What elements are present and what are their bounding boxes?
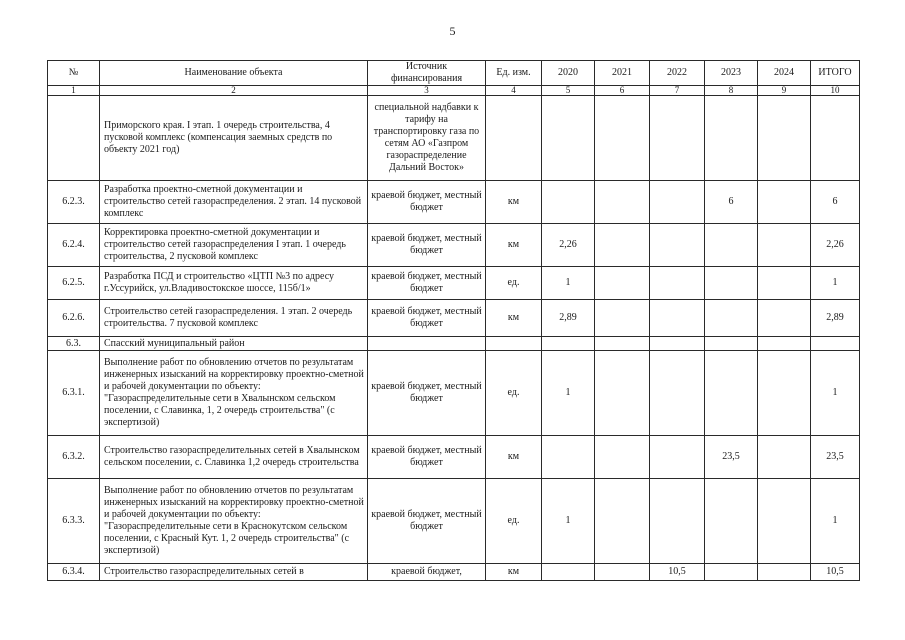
header-row (48, 61, 860, 86)
year-2024-cell (758, 479, 811, 564)
object-name-cell: Выполнение работ по обновлению отчетов по результатам инженерных изысканий на корректировку проектно-сметной и рабочей документации по объекту: "Газораспределительные сети в Хвалынском сельском поселении, с Славинка, 1, 2 очередь строительства" (с экспертизой) (100, 351, 368, 436)
header-cell: 2024 (758, 61, 811, 86)
column-index-cell: 9 (758, 86, 811, 96)
year-2024-cell (758, 181, 811, 224)
year-2021-cell (595, 300, 650, 337)
table-row (48, 181, 860, 224)
year-2020-cell (542, 181, 595, 224)
table-row (48, 564, 860, 581)
header-cell: № (48, 61, 100, 86)
header-cell: Наименование объекта (100, 61, 368, 86)
year-2022-cell (650, 479, 705, 564)
year-2022-cell: 10,5 (650, 564, 705, 581)
year-2024-cell (758, 267, 811, 300)
header-cell: Ед. изм. (486, 61, 542, 86)
header-cell: Источник финансирования (368, 61, 486, 86)
row-number-cell: 6.2.3. (48, 181, 100, 224)
object-name-cell: Спасский муниципальный район (100, 337, 368, 351)
year-2021-cell (595, 267, 650, 300)
object-name-cell: Разработка ПСД и строительство «ЦТП №3 по адресу г.Уссурийск, ул.Владивостокское шоссе, 115б/1» (100, 267, 368, 300)
year-2020-cell: 2,26 (542, 224, 595, 267)
funding-source-cell: краевой бюджет, местный бюджет (368, 351, 486, 436)
row-number-cell: 6.2.4. (48, 224, 100, 267)
unit-cell: км (486, 436, 542, 479)
row-number-cell: 6.2.6. (48, 300, 100, 337)
year-2021-cell (595, 564, 650, 581)
year-2020-cell (542, 564, 595, 581)
year-2024-cell (758, 351, 811, 436)
page-number: 5 (449, 24, 456, 38)
year-2023-cell (705, 96, 758, 181)
year-2024-cell (758, 96, 811, 181)
year-2022-cell (650, 436, 705, 479)
table-row (48, 267, 860, 300)
year-2020-cell: 1 (542, 351, 595, 436)
row-number-cell: 6.3.1. (48, 351, 100, 436)
year-2024-cell (758, 436, 811, 479)
object-name-cell: Разработка проектно-сметной документации и строительство сетей газораспределения. 2 этап. 14 пусковой комплекс (100, 181, 368, 224)
column-index-cell: 5 (542, 86, 595, 96)
year-2021-cell (595, 436, 650, 479)
total-cell: 10,5 (811, 564, 860, 581)
year-2022-cell (650, 96, 705, 181)
year-2024-cell (758, 337, 811, 351)
year-2022-cell (650, 181, 705, 224)
year-2023-cell (705, 224, 758, 267)
year-2024-cell (758, 224, 811, 267)
funding-source-cell: краевой бюджет, местный бюджет (368, 181, 486, 224)
unit-cell: км (486, 181, 542, 224)
funding-source-cell: краевой бюджет, местный бюджет (368, 436, 486, 479)
row-number-cell (48, 96, 100, 181)
year-2021-cell (595, 479, 650, 564)
year-2024-cell (758, 300, 811, 337)
year-2021-cell (595, 337, 650, 351)
object-name-cell: Приморского края. I этап. 1 очередь строительства, 4 пусковой комплекс (компенсация заемных средств по объекту 2021 год) (100, 96, 368, 181)
unit-cell: ед. (486, 479, 542, 564)
unit-cell (486, 337, 542, 351)
year-2020-cell (542, 436, 595, 479)
unit-cell (486, 96, 542, 181)
total-cell: 1 (811, 479, 860, 564)
row-number-cell: 6.3.4. (48, 564, 100, 581)
table-row (48, 224, 860, 267)
row-number-cell: 6.3.3. (48, 479, 100, 564)
table-row (48, 337, 860, 351)
row-number-cell: 6.3. (48, 337, 100, 351)
year-2020-cell: 1 (542, 479, 595, 564)
funding-source-cell: специальной надбавки к тарифу на транспортировку газа по сетям АО «Газпром газораспределение Дальний Восток» (368, 96, 486, 181)
column-index-cell: 2 (100, 86, 368, 96)
year-2021-cell (595, 351, 650, 436)
table-row (48, 436, 860, 479)
funding-source-cell: краевой бюджет, местный бюджет (368, 479, 486, 564)
column-index-cell: 8 (705, 86, 758, 96)
unit-cell: ед. (486, 351, 542, 436)
year-2024-cell (758, 564, 811, 581)
row-number-cell: 6.2.5. (48, 267, 100, 300)
total-cell: 2,89 (811, 300, 860, 337)
column-index-row (48, 86, 860, 96)
object-name-cell: Выполнение работ по обновлению отчетов по результатам инженерных изысканий на корректировку проектно-сметной и рабочей документации по объекту: "Газораспределительные сети в Краснокутском сельском поселении, с Красный Кут. 1, 2 очередь строительства" (с экспертизой) (100, 479, 368, 564)
year-2020-cell: 1 (542, 267, 595, 300)
column-index-cell: 7 (650, 86, 705, 96)
column-index-cell: 6 (595, 86, 650, 96)
total-cell: 1 (811, 351, 860, 436)
year-2020-cell (542, 337, 595, 351)
year-2023-cell (705, 564, 758, 581)
year-2022-cell (650, 300, 705, 337)
column-index-cell: 4 (486, 86, 542, 96)
unit-cell: км (486, 564, 542, 581)
header-cell: 2021 (595, 61, 650, 86)
unit-cell: км (486, 224, 542, 267)
funding-source-cell: краевой бюджет, местный бюджет (368, 224, 486, 267)
year-2022-cell (650, 224, 705, 267)
year-2023-cell (705, 300, 758, 337)
year-2021-cell (595, 224, 650, 267)
objects-table (47, 60, 860, 581)
funding-source-cell (368, 337, 486, 351)
object-name-cell: Строительство сетей газораспределения. 1 этап. 2 очередь строительства. 7 пусковой комплекс (100, 300, 368, 337)
header-cell: 2023 (705, 61, 758, 86)
row-number-cell: 6.3.2. (48, 436, 100, 479)
header-cell: ИТОГО (811, 61, 860, 86)
year-2021-cell (595, 181, 650, 224)
year-2023-cell (705, 267, 758, 300)
year-2023-cell: 6 (705, 181, 758, 224)
year-2022-cell (650, 337, 705, 351)
column-index-cell: 3 (368, 86, 486, 96)
year-2021-cell (595, 96, 650, 181)
total-cell: 23,5 (811, 436, 860, 479)
table-row (48, 479, 860, 564)
table-row (48, 351, 860, 436)
total-cell (811, 96, 860, 181)
total-cell (811, 337, 860, 351)
object-name-cell: Строительство газораспределительных сетей в Хвалынском сельском поселении, с. Славинка 1,2 очередь строительства (100, 436, 368, 479)
total-cell: 2,26 (811, 224, 860, 267)
column-index-cell: 10 (811, 86, 860, 96)
funding-source-cell: краевой бюджет, местный бюджет (368, 267, 486, 300)
total-cell: 6 (811, 181, 860, 224)
year-2020-cell (542, 96, 595, 181)
header-cell: 2020 (542, 61, 595, 86)
object-name-cell: Строительство газораспределительных сетей в (100, 564, 368, 581)
total-cell: 1 (811, 267, 860, 300)
header-cell: 2022 (650, 61, 705, 86)
object-name-cell: Корректировка проектно-сметной документации и строительство сетей газораспределения I этап. 1 очередь строительства, 2 пусковой комплекс (100, 224, 368, 267)
year-2022-cell (650, 267, 705, 300)
unit-cell: ед. (486, 267, 542, 300)
funding-source-cell: краевой бюджет, (368, 564, 486, 581)
table-row (48, 300, 860, 337)
year-2020-cell: 2,89 (542, 300, 595, 337)
funding-source-cell: краевой бюджет, местный бюджет (368, 300, 486, 337)
column-index-cell: 1 (48, 86, 100, 96)
year-2022-cell (650, 351, 705, 436)
year-2023-cell (705, 337, 758, 351)
year-2023-cell: 23,5 (705, 436, 758, 479)
unit-cell: км (486, 300, 542, 337)
year-2023-cell (705, 351, 758, 436)
year-2023-cell (705, 479, 758, 564)
table-row (48, 96, 860, 181)
